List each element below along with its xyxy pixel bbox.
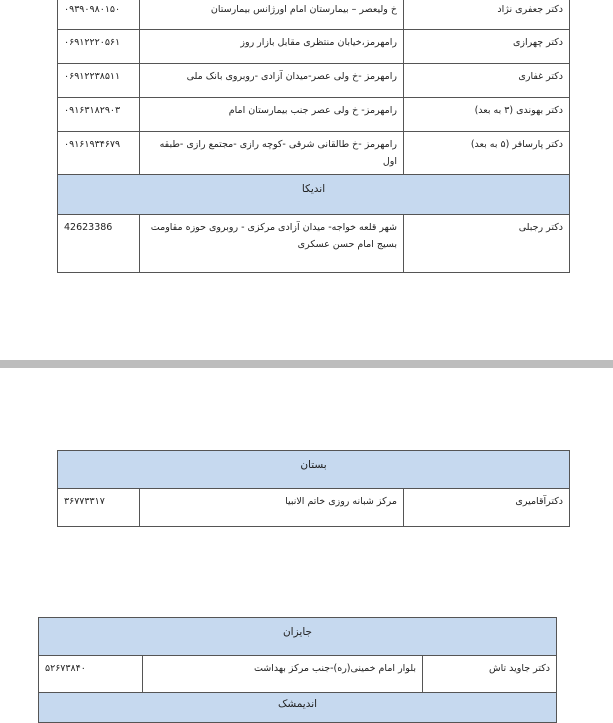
section-header-row <box>58 175 570 215</box>
doctor-name: دکتر جعفری نژاد <box>404 0 570 30</box>
doctor-address: بلوار امام خمینی(ره)-جنب مرکز بهداشت <box>143 656 423 693</box>
doctor-address: رامهرمز- خ ولی عصر جنب بیمارستان امام <box>140 98 404 132</box>
doctors-table-bostan <box>57 450 570 527</box>
section-header-jayezan: جایزان <box>39 618 557 656</box>
doctor-phone: ۰۹۳۹۰۹۸۰۱۵۰ <box>58 0 140 30</box>
section-header-andika: اندیکا <box>58 175 570 215</box>
doctor-phone: 42623386 <box>58 215 140 273</box>
doctor-name: دکتر پارسافر (۵ به بعد) <box>404 132 570 175</box>
doctor-address: شهر قلعه خواجه- میدان آزادی مرکزی - روبروی حوزه مقاومت بسیج امام حسن عسکری <box>140 215 404 273</box>
table-row <box>39 656 557 693</box>
doctor-phone: ۰۶۹۱۲۲۳۸۵۱۱ <box>58 64 140 98</box>
table-row <box>58 64 570 98</box>
doctor-address: خ ولیعصر – بیمارستان امام اورژانس بیمارستان <box>140 0 404 30</box>
doctor-phone: ۰۶۹۱۲۲۲۰۵۶۱ <box>58 30 140 64</box>
page-separator <box>0 360 613 368</box>
document-page-2 <box>0 368 613 718</box>
table-row <box>58 132 570 175</box>
doctor-address: رامهرمز،خیابان منتظری مقابل بازار روز <box>140 30 404 64</box>
doctor-phone: ۰۹۱۶۱۹۳۴۶۷۹ <box>58 132 140 175</box>
table-row <box>58 30 570 64</box>
doctor-phone: ۰۹۱۶۳۱۸۲۹۰۳ <box>58 98 140 132</box>
doctor-phone: ۳۶۷۷۳۳۱۷ <box>58 489 140 527</box>
doctor-name: دکترآقامیری <box>404 489 570 527</box>
table-row <box>58 0 570 30</box>
doctor-name: دکتر رجبلی <box>404 215 570 273</box>
section-header-bostan: بستان <box>58 451 570 489</box>
doctor-name: دکتر غفاری <box>404 64 570 98</box>
doctor-address: رامهرمز -خ طالقانی شرقی -کوچه رازی -مجتمع رازی -طبقه اول <box>140 132 404 175</box>
section-header-row <box>39 693 557 723</box>
doctors-table-jayezan <box>38 617 557 723</box>
document-page-1 <box>0 0 613 360</box>
table-row <box>58 215 570 273</box>
table-row <box>58 489 570 527</box>
doctor-address: رامهرمز -خ ولی عصر-میدان آزادی -روبروی بانک ملی <box>140 64 404 98</box>
doctor-name: دکتر بهوندی (۳ به بعد) <box>404 98 570 132</box>
section-header-row <box>39 618 557 656</box>
doctor-phone: ۵۲۶۷۳۸۴۰ <box>39 656 143 693</box>
doctor-name: دکتر جاوید تاش <box>423 656 557 693</box>
table-row <box>58 98 570 132</box>
section-header-row <box>58 451 570 489</box>
doctors-table-ramhormoz <box>57 0 570 273</box>
doctor-name: دکتر چهرازی <box>404 30 570 64</box>
doctor-address: مرکز شبانه روزی خاتم الانبیا <box>140 489 404 527</box>
section-header-andimeshk: اندیمشک <box>39 693 557 723</box>
